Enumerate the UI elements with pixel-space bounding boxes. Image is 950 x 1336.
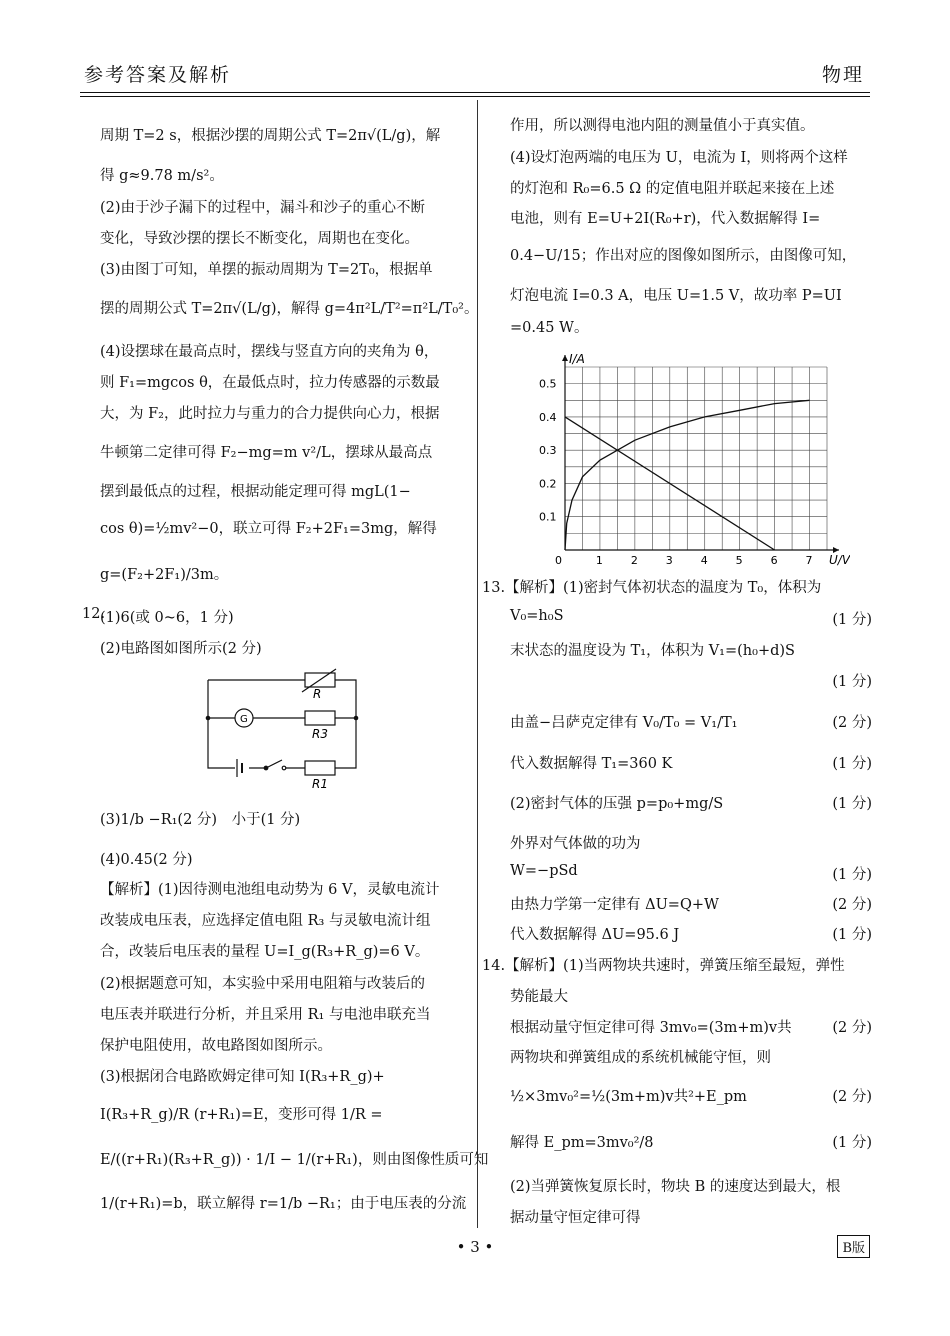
y-tick-label: 0.2: [539, 477, 557, 491]
text-line: (3)根据闭合电路欧姆定律可知 I(R₃+R_g)+: [100, 1069, 385, 1085]
text-line: 由盖−吕萨克定律有 V₀/T₀ = V₁/T₁: [510, 715, 738, 731]
text-line: =0.45 W。: [510, 320, 589, 336]
answer-3: (3)1/b −R₁(2 分) 小于(1 分): [100, 812, 301, 828]
text-line: 末状态的温度设为 T₁，体积为 V₁=(h₀+d)S: [510, 643, 795, 659]
score: (1 分): [832, 927, 872, 943]
x-tick-label: 6: [770, 554, 778, 567]
x-tick-label: 0: [555, 554, 562, 567]
text-line: (4)设摆球在最高点时，摆线与竖直方向的夹角为 θ，: [100, 344, 439, 360]
label-R3: R3: [312, 727, 328, 741]
text-line: 变化，导致沙摆的摆长不断变化，周期也在变化。: [100, 231, 419, 247]
text-line: 牛顿第二定律可得 F₂−mg=m v²/L，摆球从最高点: [100, 445, 433, 461]
chart-axes: [562, 355, 839, 553]
y-tick-label: 0.1: [539, 510, 557, 524]
text-line: 则 F₁=mgcos θ，在最低点时，拉力传感器的示数最: [100, 375, 440, 391]
label-R: R: [313, 687, 322, 701]
label-R1: R1: [312, 777, 328, 791]
text-line: I(R₃+R_g)/R (r+R₁)=E，变形可得 1/R =: [100, 1107, 383, 1123]
text-line: 0.4−U/15；作出对应的图像如图所示，由图像可知，: [510, 248, 857, 264]
resistor-box-R3: [305, 711, 335, 725]
text-line: 大，为 F₂，此时拉力与重力的合力提供向心力，根据: [100, 406, 440, 422]
text-line: 14.【解析】(1)当两物块共速时，弹簧压缩至最短，弹性: [482, 958, 845, 974]
text-line: E/((r+R₁)(R₃+R_g)) · 1/I − 1/(r+R₁)，则由图像性质可知: [100, 1152, 489, 1168]
score: (1 分): [832, 1135, 872, 1151]
text-line: 两物块和弹簧组成的系统机械能守恒，则: [510, 1050, 771, 1066]
x-tick-label: 1: [595, 554, 603, 567]
text-line: 由热力学第一定律有 ΔU=Q+W: [510, 897, 719, 913]
text-line: 得 g≈9.78 m/s²。: [100, 168, 224, 184]
text-line: 的灯泡和 R₀=6.5 Ω 的定值电阻并联起来接在上述: [510, 181, 835, 197]
answer-4: (4)0.45(2 分): [100, 852, 193, 868]
text-line: 代入数据解得 T₁=360 K: [510, 756, 673, 772]
x-tick-label: 3: [665, 554, 673, 567]
column-divider: [477, 100, 478, 1228]
score: (2 分): [832, 1020, 872, 1036]
header-rule-thin: [80, 96, 870, 97]
text-line: 摆到最低点的过程，根据动能定理可得 mgL(1−: [100, 484, 411, 500]
text-line: (3)由图丁可知，单摆的振动周期为 T=2T₀，根据单: [100, 262, 433, 278]
text-line: 据动量守恒定律可得: [510, 1210, 641, 1226]
text-line: (4)设灯泡两端的电压为 U，电流为 I，则将两个这样: [510, 150, 848, 166]
text-line: 电压表并联进行分析，并且采用 R₁ 与电池串联充当: [100, 1007, 431, 1023]
x-tick-label: 5: [735, 554, 743, 567]
header-right: 物理: [821, 64, 864, 86]
circuit-diagram: [200, 666, 370, 796]
x-tick-label: 4: [700, 554, 708, 567]
y-tick-label: 0.4: [539, 410, 557, 424]
junction-left: [206, 716, 211, 721]
text-line: 13.【解析】(1)密封气体初状态的温度为 T₀，体积为: [482, 580, 822, 596]
text-line: ½×3mv₀²=½(3m+m)v共²+E_pm: [510, 1089, 747, 1105]
text-line: 【解析】(1)因待测电池组电动势为 6 V，灵敏电流计: [100, 882, 440, 898]
chart-ticks: [539, 378, 813, 567]
score: (1 分): [832, 796, 872, 812]
text-line: 势能最大: [510, 989, 568, 1005]
text-line: 保护电阻使用，故电路图如图所示。: [100, 1038, 332, 1054]
chart-grid: [565, 367, 827, 550]
header-left: 参考答案及解析: [84, 64, 232, 86]
text-line: 灯泡电流 I=0.3 A，电压 U=1.5 V，故功率 P=UI: [510, 288, 842, 304]
y-tick-label: 0.5: [539, 377, 557, 391]
text-line: (2)根据题意可知，本实验中采用电阻箱与改装后的: [100, 976, 426, 992]
junction-right: [354, 716, 359, 721]
answer-1: (1)6(或 0~6，1 分): [100, 610, 234, 626]
text-line: (2)由于沙子漏下的过程中，漏斗和沙子的重心不断: [100, 200, 426, 216]
text-line: W=−pSd: [510, 863, 578, 879]
switch-pivot: [264, 766, 268, 770]
score: (2 分): [832, 715, 872, 731]
header-rule: [80, 92, 870, 93]
text-line: (2)当弹簧恢复原长时，物块 B 的速度达到最大，根: [510, 1179, 841, 1195]
score: (1 分): [832, 756, 872, 772]
text-line: 作用，所以测得电池内阻的测量值小于真实值。: [510, 118, 815, 134]
y-axis-label: I/A: [569, 352, 585, 366]
answer-2: (2)电路图如图所示(2 分): [100, 641, 262, 657]
question-number-12: 12.: [82, 606, 106, 622]
y-tick-label: 0.3: [539, 444, 557, 458]
score: (2 分): [832, 897, 872, 913]
text-line: 周期 T=2 s，根据沙摆的周期公式 T=2π√(L/g)，解: [100, 128, 441, 144]
score: (1 分): [832, 612, 872, 628]
label-G: G: [240, 714, 248, 725]
text-line: 1/(r+R₁)=b，联立解得 r=1/b −R₁；由于电压表的分流: [100, 1196, 467, 1212]
x-tick-label: 7: [805, 554, 813, 567]
page-number: • 3 •: [456, 1238, 494, 1256]
x-axis-label: U/V: [829, 553, 850, 567]
x-tick-label: 2: [630, 554, 638, 567]
text-line: 代入数据解得 ΔU=95.6 J: [510, 927, 680, 943]
resistor-box-R1: [305, 761, 335, 775]
version-badge: B版: [837, 1235, 870, 1258]
iu-chart: [535, 345, 850, 570]
text-line: 改装成电压表，应选择定值电阻 R₃ 与灵敏电流计组: [100, 913, 431, 929]
text-line: 外界对气体做的功为: [510, 836, 641, 852]
text-line: 解得 E_pm=3mv₀²/8: [510, 1135, 654, 1151]
score: (1 分): [832, 674, 872, 690]
text-line: 合，改装后电压表的量程 U=I_g(R₃+R_g)=6 V。: [100, 944, 430, 960]
text-line: 摆的周期公式 T=2π√(L/g)，解得 g=4π²L/T²=π²L/T₀²。: [100, 301, 479, 317]
y-axis-arrow: [562, 355, 568, 361]
text-line: cos θ)=½mv²−0，联立可得 F₂+2F₁=3mg，解得: [100, 521, 437, 537]
text-line: g=(F₂+2F₁)/3m。: [100, 567, 229, 583]
text-line: (2)密封气体的压强 p=p₀+mg/S: [510, 796, 724, 812]
score: (1 分): [832, 867, 872, 883]
text-line: 电池，则有 E=U+2I(R₀+r)，代入数据解得 I=: [510, 211, 821, 227]
text-line: V₀=h₀S: [510, 608, 564, 624]
score: (2 分): [832, 1089, 872, 1105]
text-line: 根据动量守恒定律可得 3mv₀=(3m+m)v共: [510, 1020, 792, 1036]
